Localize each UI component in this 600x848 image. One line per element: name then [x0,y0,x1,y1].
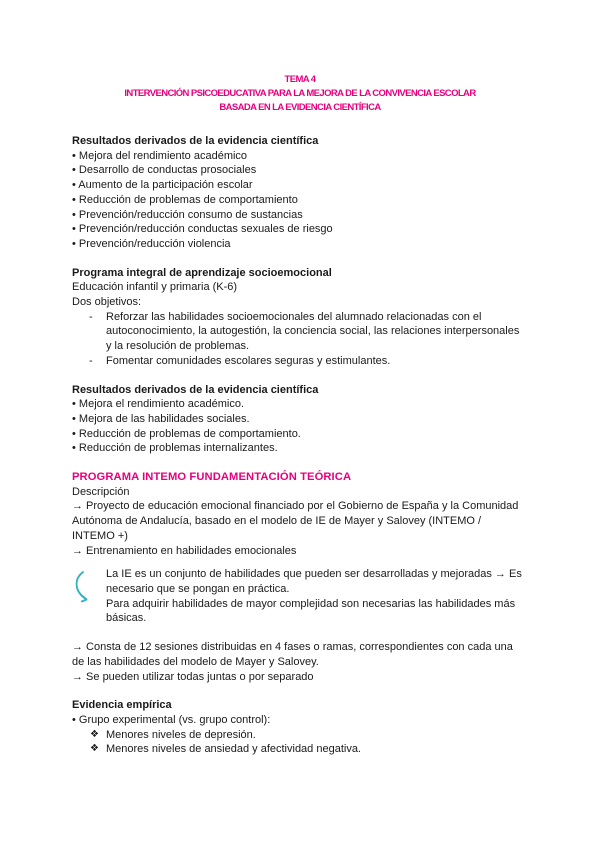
note-line: Para adquirir habilidades de mayor complejidad son necesarias las habilidades más [106,597,516,610]
list-item [72,728,532,743]
document-title [0,73,600,115]
list-item: • Mejora de las habilidades sociales. [72,412,250,425]
dash-marker: - [89,310,93,323]
list-item [72,354,532,369]
list-item: • Reducción de problemas de comportamiento. [72,427,301,440]
results-list-2 [72,397,532,456]
note-line: necesario que se pongan en práctica. [106,582,290,595]
description-line: Autónoma de Andalucía, basado en el modelo de IE de Mayer y Salovey (INTEMO / [72,515,482,528]
evidence-item: Menores niveles de depresión. [106,728,256,741]
list-item: • Reducción de problemas internalizantes. [72,442,278,455]
list-item: • Prevención/reducción conductas sexuales de riesgo [72,223,333,236]
program-objectives-label: Dos objetivos: [72,296,142,309]
description-line: INTEMO +) [72,529,128,542]
list-item: • Mejora el rendimiento académico. [72,398,244,411]
list-item: • Prevención/reducción consumo de sustancias [72,208,303,221]
document-body [72,134,532,757]
objective-1-line: autoconocimiento, la autogestión, la conciencia social, las relaciones interpersonales [106,325,520,338]
sessions-line: de las habilidades del modelo de Mayer y Salovey. [72,655,319,668]
description-label: Descripción [72,485,130,498]
objective-2: Fomentar comunidades escolares seguras y estimulantes. [106,354,391,367]
list-item [72,310,532,354]
diamond-bullet-icon: ❖ [90,728,99,740]
section-heading-results-2: Resultados derivados de la evidencia científica [72,383,319,396]
section-heading-evidence: Evidencia empírica [72,699,172,712]
objectives-list [72,310,532,369]
objective-1-line: y la resolución de problemas. [106,340,250,353]
list-item: • Desarrollo de conductas prosociales [72,164,257,177]
note-line: La IE es un conjunto de habilidades que pueden ser desarrolladas y mejoradas → Es [106,568,522,581]
title-line-2: BASADA EN LA EVIDENCIA CIENTÍFICA [219,102,381,113]
section-heading-results: Resultados derivados de la evidencia científica [72,135,319,147]
list-item: • Prevención/reducción violencia [72,237,231,250]
highlight-note [72,567,532,626]
objective-1-line: Reforzar las habilidades socioemocionales del alumnado relacionadas con el [106,310,482,323]
title-topic: TEMA 4 [284,74,316,85]
list-item: • Mejora del rendimiento académico [72,149,248,162]
list-item: • Aumento de la participación escolar [72,179,253,192]
sessions-line: → Se pueden utilizar todas juntas o por separado [72,670,314,683]
sessions-line: → Consta de 12 sesiones distribuidas en 4 fases o ramas, correspondientes con cada una [72,641,513,654]
section-heading-program: Programa integral de aprendizaje socioemocional [72,266,332,279]
list-item: • Reducción de problemas de comportamiento [72,193,298,206]
list-item [72,742,532,757]
evidence-item: Menores niveles de ansiedad y afectividad negativa. [106,743,361,756]
dash-marker: - [89,354,93,367]
training-line: → Entrenamiento en habilidades emocionales [72,544,297,557]
diamond-bullet-icon: ❖ [90,743,99,755]
group-line: • Grupo experimental (vs. grupo control): [72,713,271,726]
description-line: → Proyecto de educación emocional financiado por el Gobierno de España y la Comunidad [72,500,519,513]
results-list [72,149,532,252]
curved-arrow-icon [72,569,96,603]
note-line: básicas. [106,612,147,625]
program-level: Educación infantil y primaria (K-6) [72,281,238,294]
section-heading-intemo: PROGRAMA INTEMO FUNDAMENTACIÓN TEÓRICA [72,471,352,484]
evidence-list [72,728,532,757]
title-line-1: INTERVENCIÓN PSICOEDUCATIVA PARA LA MEJORA DE LA CONVIVENCIA ESCOLAR [124,88,476,99]
